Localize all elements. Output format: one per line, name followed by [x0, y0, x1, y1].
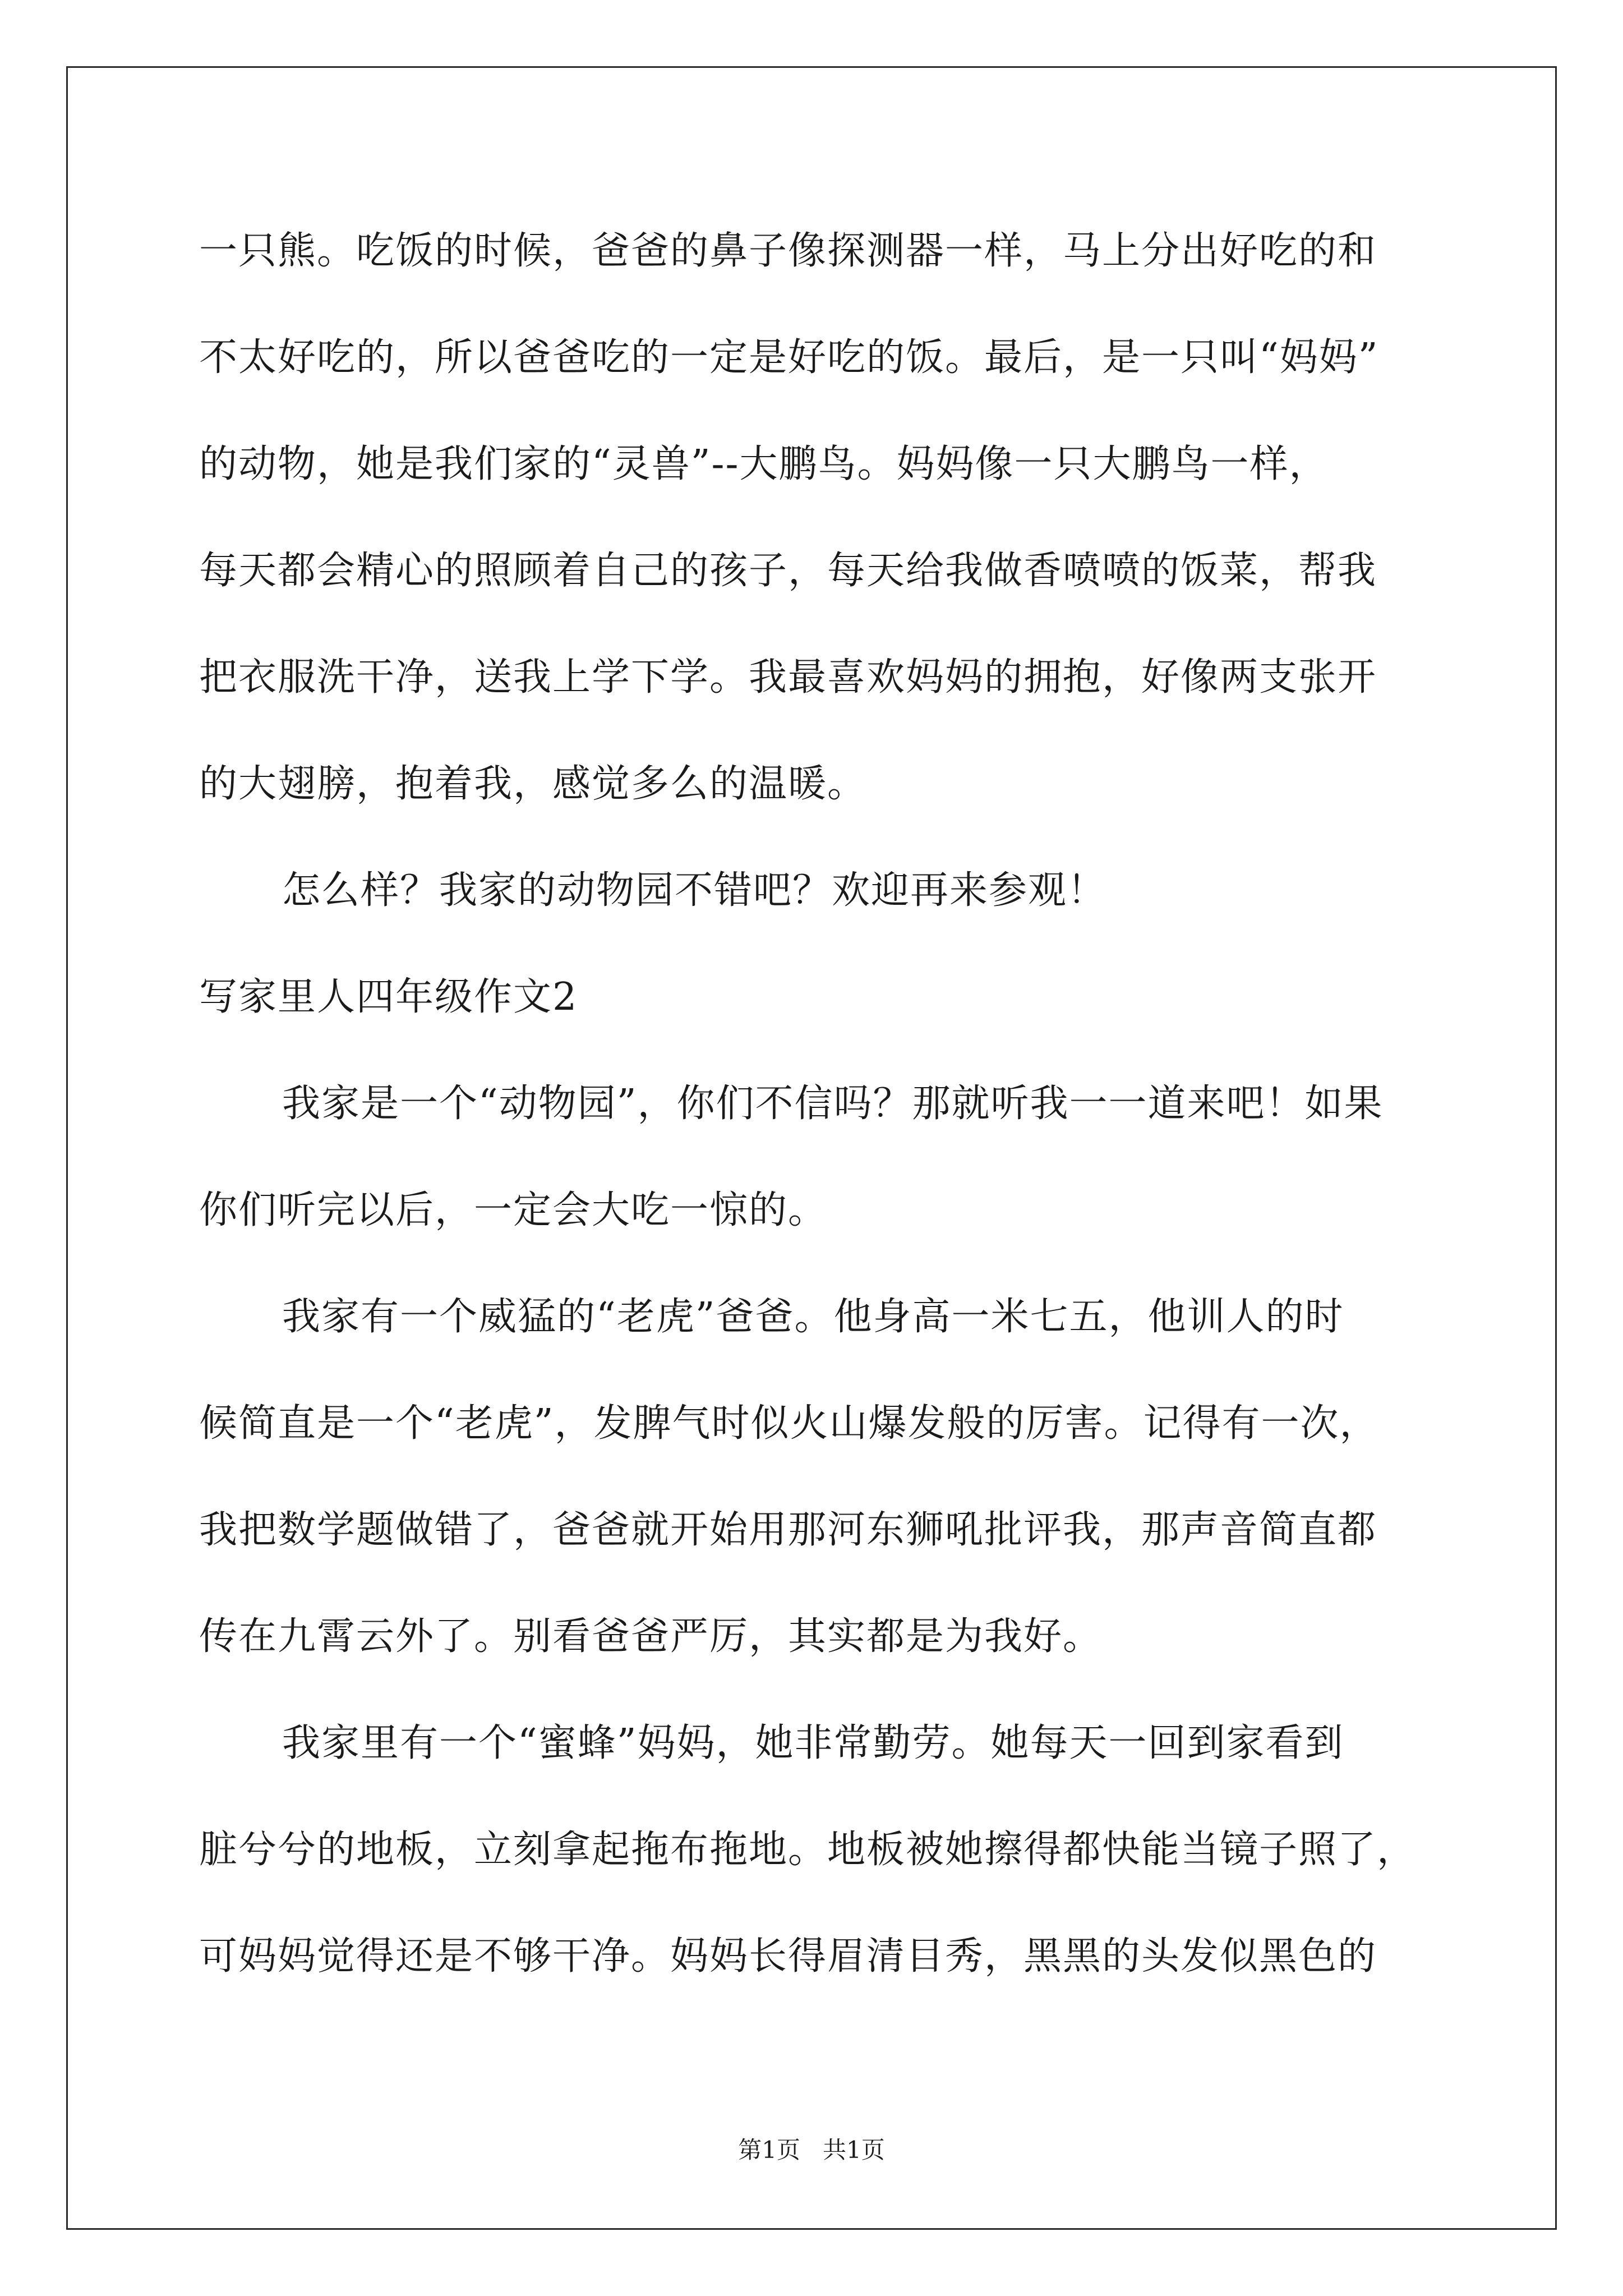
- text-line: 的动物，她是我们家的“灵兽”--大鹏鸟。妈妈像一只大鹏鸟一样，: [199, 442, 1329, 486]
- section-heading: 写家里人四年级作文2: [199, 975, 578, 1019]
- page-total: 共1页: [823, 2136, 885, 2164]
- text-line: 怎么样？我家的动物园不错吧？欢迎再来参观！: [282, 868, 1107, 913]
- page-footer: [0, 2133, 1623, 2167]
- text-line: 不太好吃的，所以爸爸吃的一定是好吃的饭。最后，是一只叫“妈妈”: [199, 335, 1379, 380]
- text-line: 传在九霄云外了。别看爸爸严厉，其实都是为我好。: [199, 1614, 1103, 1659]
- text-line: 脏兮兮的地板，立刻拿起拖布拖地。地板被她擦得都快能当镜子照了，: [199, 1828, 1417, 1872]
- text-line: 的大翅膀，抱着我，感觉多么的温暖。: [199, 762, 867, 806]
- page-number: 第1页: [738, 2136, 800, 2164]
- text-line: 把衣服洗干净，送我上学下学。我最喜欢妈妈的拥抱，好像两支张开: [199, 655, 1377, 700]
- page-border: [66, 66, 1557, 2230]
- text-line: 一只熊。吃饭的时候，爸爸的鼻子像探测器一样，马上分出好吃的和: [199, 229, 1377, 273]
- text-line: 候简直是一个“老虎”，发脾气时似火山爆发般的厉害。记得有一次，: [199, 1401, 1379, 1446]
- text-line: 你们听完以后，一定会大吃一惊的。: [199, 1188, 828, 1232]
- text-line: 我把数学题做错了，爸爸就开始用那河东狮吼批评我，那声音简直都: [199, 1508, 1377, 1552]
- text-line: 我家有一个威猛的“老虎”爸爸。他身高一米七五，他训人的时: [282, 1295, 1344, 1339]
- text-line: 每天都会精心的照顾着自己的孩子，每天给我做香喷喷的饭菜，帮我: [199, 549, 1377, 593]
- text-line: 可妈妈觉得还是不够干净。妈妈长得眉清目秀，黑黑的头发似黑色的: [199, 1934, 1377, 1978]
- text-line: 我家是一个“动物园”，你们不信吗？那就听我一一道来吧！如果: [282, 1082, 1384, 1126]
- text-line: 我家里有一个“蜜蜂”妈妈，她非常勤劳。她每天一回到家看到: [282, 1721, 1344, 1765]
